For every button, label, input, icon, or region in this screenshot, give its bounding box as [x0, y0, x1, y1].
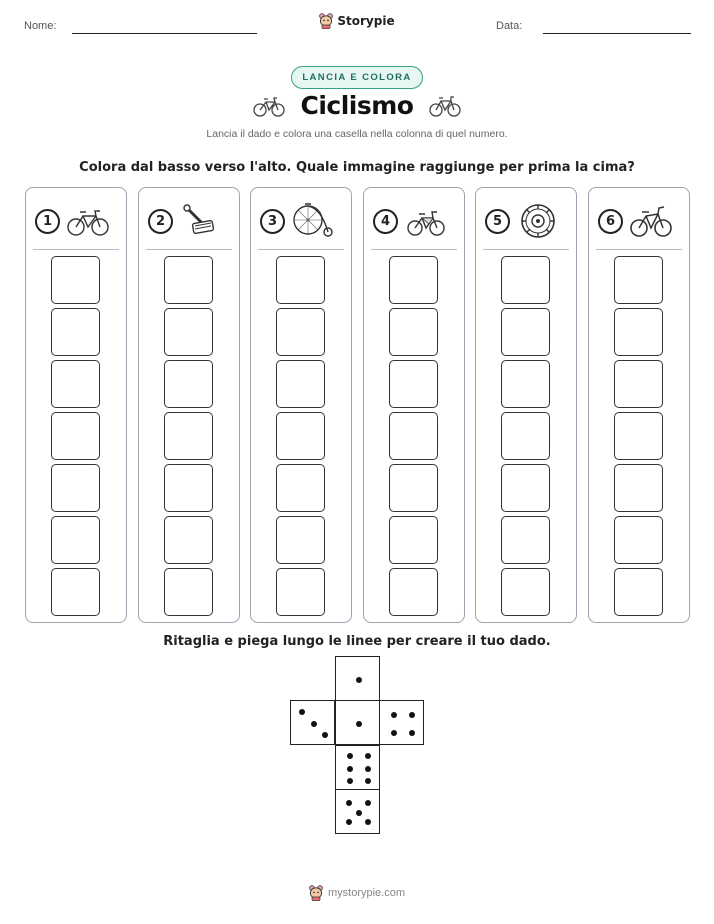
footer — [0, 885, 714, 901]
color-box[interactable] — [614, 256, 663, 304]
column-divider — [258, 249, 344, 250]
die-face-6 — [335, 745, 380, 790]
color-box[interactable] — [51, 308, 100, 356]
color-box[interactable] — [276, 516, 325, 564]
color-box[interactable] — [501, 412, 550, 460]
road-bike-icon — [66, 202, 110, 240]
column-2 — [138, 187, 240, 623]
column-number: 2 — [148, 209, 173, 234]
pedal-icon — [179, 202, 223, 240]
color-box[interactable] — [164, 360, 213, 408]
color-box[interactable] — [51, 360, 100, 408]
color-box[interactable] — [164, 308, 213, 356]
die-pip — [346, 800, 352, 806]
column-1 — [25, 187, 127, 623]
column-4 — [363, 187, 465, 623]
die-pip — [356, 721, 362, 727]
color-box[interactable] — [51, 568, 100, 616]
footer-url: mystorypie.com — [327, 887, 406, 899]
color-box[interactable] — [501, 308, 550, 356]
subtitle: Lancia il dado e colora una casella nella colonna di quel numero. — [206, 128, 508, 140]
column-header — [485, 202, 560, 240]
column-number: 3 — [260, 209, 285, 234]
instruction: Colora dal basso verso l'alto. Quale immagine raggiunge per prima la cima? — [79, 160, 635, 175]
color-box[interactable] — [164, 464, 213, 512]
color-box[interactable] — [164, 516, 213, 564]
column-number: 5 — [485, 209, 510, 234]
column-divider — [371, 249, 457, 250]
storypie-logo-icon — [309, 885, 323, 901]
die-pip — [409, 730, 415, 736]
die-pip — [311, 721, 317, 727]
column-3 — [250, 187, 352, 623]
color-box[interactable] — [276, 308, 325, 356]
column-header — [260, 202, 335, 240]
color-box[interactable] — [389, 464, 438, 512]
kids-bike-icon — [404, 202, 448, 240]
activity-badge: LANCIA E COLORA — [291, 66, 422, 89]
die-face-4 — [379, 700, 424, 745]
die-face-1 — [335, 700, 380, 745]
date-label: Data: — [496, 20, 523, 32]
color-box[interactable] — [164, 412, 213, 460]
penny-farthing-icon — [291, 202, 335, 240]
die-pip — [356, 810, 362, 816]
color-box[interactable] — [614, 516, 663, 564]
die-pip — [391, 712, 397, 718]
color-box[interactable] — [501, 360, 550, 408]
die-pip — [365, 766, 371, 772]
column-5 — [475, 187, 577, 623]
column-header — [35, 202, 110, 240]
die-pip — [322, 732, 328, 738]
tire-icon — [516, 202, 560, 240]
color-box[interactable] — [614, 568, 663, 616]
die-pip — [356, 677, 362, 683]
die-pip — [391, 730, 397, 736]
die-pip — [409, 712, 415, 718]
color-box[interactable] — [276, 464, 325, 512]
die-pip — [347, 766, 353, 772]
color-box[interactable] — [389, 412, 438, 460]
column-divider — [146, 249, 232, 250]
column-header — [148, 202, 223, 240]
color-box[interactable] — [164, 256, 213, 304]
die-pip — [365, 778, 371, 784]
die-pip — [365, 753, 371, 759]
color-box[interactable] — [389, 308, 438, 356]
brand-name: Storypie — [337, 14, 395, 28]
color-box[interactable] — [389, 568, 438, 616]
color-box[interactable] — [51, 516, 100, 564]
color-box[interactable] — [614, 308, 663, 356]
page-title: Ciclismo — [300, 91, 414, 120]
bicycle-icon — [429, 94, 461, 118]
color-box[interactable] — [614, 464, 663, 512]
die-face-1 — [335, 656, 380, 701]
die-pip — [347, 778, 353, 784]
color-box[interactable] — [51, 464, 100, 512]
die-face-3 — [290, 700, 335, 745]
die-pip — [347, 753, 353, 759]
die-pip — [346, 819, 352, 825]
color-box[interactable] — [501, 464, 550, 512]
die-pip — [299, 709, 305, 715]
storypie-logo-icon — [319, 13, 333, 29]
color-box[interactable] — [614, 412, 663, 460]
die-pip — [365, 800, 371, 806]
column-number: 6 — [598, 209, 623, 234]
color-box[interactable] — [51, 412, 100, 460]
column-number: 1 — [35, 209, 60, 234]
color-box[interactable] — [501, 516, 550, 564]
cut-instruction: Ritaglia e piega lungo le linee per creare il tuo dado. — [163, 634, 551, 649]
color-box[interactable] — [276, 360, 325, 408]
mountain-bike-icon — [629, 202, 673, 240]
column-header — [598, 202, 673, 240]
color-box[interactable] — [501, 568, 550, 616]
column-divider — [483, 249, 569, 250]
column-header — [373, 202, 448, 240]
color-box[interactable] — [164, 568, 213, 616]
brand — [0, 13, 714, 34]
column-6 — [588, 187, 690, 623]
color-box[interactable] — [276, 412, 325, 460]
name-label: Nome: — [24, 20, 57, 32]
color-box[interactable] — [276, 256, 325, 304]
die-pip — [365, 819, 371, 825]
color-box[interactable] — [51, 256, 100, 304]
color-box[interactable] — [276, 568, 325, 616]
color-box[interactable] — [389, 516, 438, 564]
column-number: 4 — [373, 209, 398, 234]
die-face-5 — [335, 789, 380, 834]
column-divider — [33, 249, 119, 250]
color-box[interactable] — [389, 360, 438, 408]
color-box[interactable] — [614, 360, 663, 408]
color-box[interactable] — [389, 256, 438, 304]
color-box[interactable] — [501, 256, 550, 304]
bicycle-icon — [253, 94, 285, 118]
column-divider — [596, 249, 682, 250]
